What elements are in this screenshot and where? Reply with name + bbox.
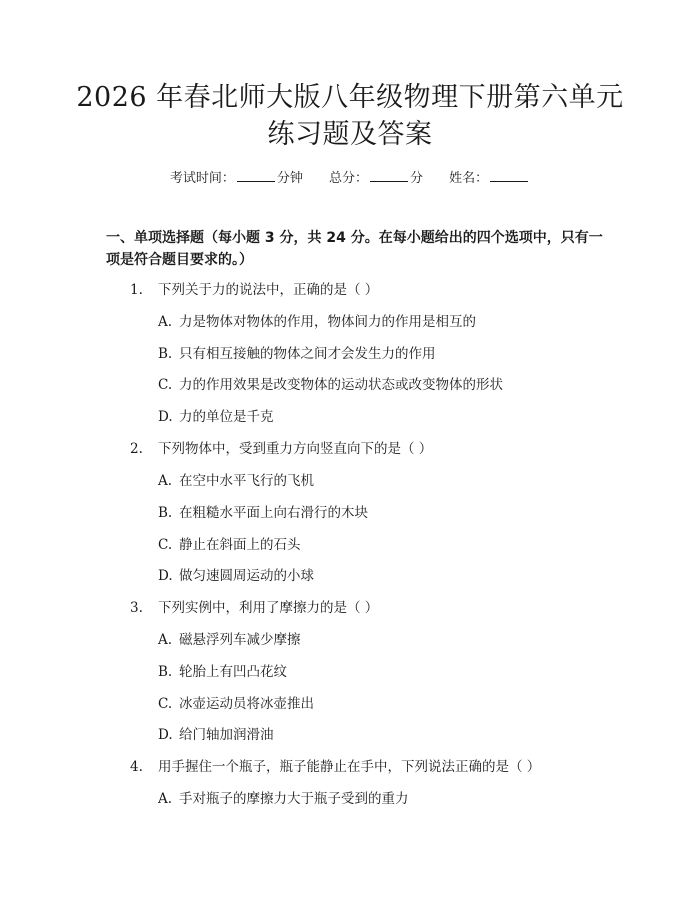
option [158,408,274,426]
score-unit: 分 [410,171,424,186]
option-text: 冰壶运动员将冰壶推出 [179,696,314,712]
option [158,472,314,490]
option [158,663,287,681]
question [130,281,378,299]
option-letter: D. [158,409,173,425]
option [158,376,503,394]
option-text: 力的作用效果是改变物体的运动状态或改变物体的形状 [179,377,503,393]
option [158,504,368,522]
question [130,599,378,617]
question-number: 1. [130,282,143,298]
question-text: 下列物体中，受到重力方向竖直向下的是（ ） [158,441,433,457]
title-line-1: 2026 年春北师大版八年级物理下册第六单元 [76,82,624,113]
option-letter: B. [158,664,173,680]
option [158,345,436,363]
option-letter: B. [158,346,173,362]
question [130,440,432,458]
option-letter: B. [158,505,173,521]
option-letter: A. [158,314,173,330]
option-text: 在空中水平飞行的飞机 [179,473,314,489]
section-heading: 一、单项选择题（每小题 3 分，共 24 分。在每小题给出的四个选项中，只有一项是符合题目要求的。） [106,230,603,268]
option-letter: C. [158,537,173,553]
option [158,790,409,808]
option [158,631,301,649]
exam-info-row [0,170,700,187]
time-label: 考试时间： [169,171,235,186]
option [158,695,314,713]
name-field [449,170,530,187]
option-text: 手对瓶子的摩擦力大于瓶子受到的重力 [179,791,409,807]
question-number: 3. [130,600,143,616]
option-text: 做匀速圆周运动的小球 [179,568,314,584]
option-text: 力是物体对物体的作用，物体间力的作用是相互的 [179,314,476,330]
option-text: 静止在斜面上的石头 [179,537,301,553]
option-letter: C. [158,696,173,712]
option-text: 在粗糙水平面上向右滑行的木块 [179,505,368,521]
time-field [170,170,303,187]
score-field [329,170,423,187]
question-text: 用手握住一个瓶子，瓶子能静止在手中，下列说法正确的是（ ） [158,759,541,775]
score-label: 总分： [328,171,368,186]
option-letter: C. [158,377,173,393]
option-text: 给门轴加润滑油 [179,727,274,743]
option-letter: D. [158,568,173,584]
option-text: 只有相互接触的物体之间才会发生力的作用 [179,346,436,362]
option [158,313,476,331]
option-text: 力的单位是千克 [179,409,274,425]
option-text: 轮胎上有凹凸花纹 [179,664,287,680]
option-letter: D. [158,727,173,743]
score-blank [370,170,408,182]
option-letter: A. [158,473,173,489]
title-line-2: 练习题及答案 [267,119,433,150]
question-text: 下列关于力的说法中，正确的是（ ） [158,282,379,298]
option [158,567,314,585]
time-blank [237,170,275,182]
option-letter: A. [158,632,173,648]
question-number: 2. [130,441,143,457]
name-label: 姓名： [449,171,489,186]
option [158,536,301,554]
question-number: 4. [130,759,143,775]
option [158,726,274,744]
option-text: 磁悬浮列车减少摩擦 [179,632,301,648]
time-unit: 分钟 [276,171,303,186]
question-text: 下列实例中，利用了摩擦力的是（ ） [158,600,379,616]
question [130,758,540,776]
option-letter: A. [158,791,173,807]
name-blank [490,170,528,182]
